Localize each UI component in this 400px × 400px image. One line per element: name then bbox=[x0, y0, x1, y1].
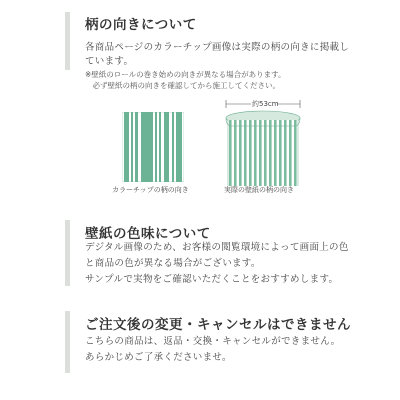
wallpaper-roll-illustration bbox=[224, 110, 302, 186]
section3-title: ご注文後の変更・キャンセルはできません bbox=[85, 317, 351, 333]
section1-title: 柄の向きについて bbox=[85, 17, 197, 33]
section3-accent-bar bbox=[65, 311, 70, 373]
color-chip-illustration bbox=[122, 112, 184, 182]
section2-accent-bar bbox=[65, 220, 70, 286]
section2-body-line1: デジタル画像のため、お客様の閲覧環境によって画面上の色 bbox=[85, 242, 349, 253]
section2-body-line3: サンプルで実物をご確認いただくことをおすすめします。 bbox=[85, 274, 339, 285]
section3-body-line2: あらかじめご了承くださいませ。 bbox=[85, 352, 232, 363]
roll-width-label: 約53cm bbox=[252, 100, 279, 108]
section1-body-line2: ています。 bbox=[85, 56, 134, 67]
section3-body-line1: こちらの商品は、返品・交換・キャンセルができません。 bbox=[85, 336, 341, 347]
section1-note-line2: 必ず壁紙の柄の向きを確認してから施工してください。 bbox=[85, 81, 280, 90]
section1-body-line1: 各商品ページのカラーチップ画像は実際の柄の向きに掲載し bbox=[85, 42, 350, 53]
color-chip-caption: カラーチップの柄の向き bbox=[112, 186, 189, 194]
roll-caption: 実際の壁紙の柄の向き bbox=[224, 186, 294, 194]
section2-title: 壁紙の色味について bbox=[85, 226, 211, 242]
section1-note-line1: ※壁紙のロールの巻き始めの向きが異なる場合があります。 bbox=[85, 70, 286, 79]
section2-body-line2: と商品の色が異なる場合がございます。 bbox=[85, 258, 261, 269]
section1-accent-bar bbox=[65, 12, 70, 70]
